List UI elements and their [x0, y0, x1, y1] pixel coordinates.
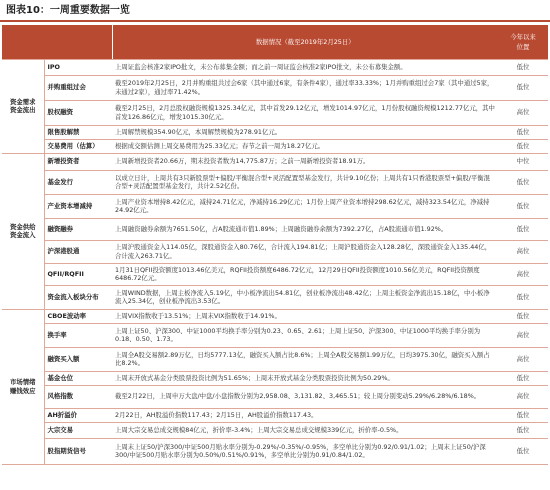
row-item: 股指期货信号 — [44, 438, 112, 464]
row-desc: 上周WIND数据，上周主板净流入5.19亿，中小板净流出54.81亿，创业板净流出48.42亿；上周主板资金净流出15.18亿，中小板净流入25.34亿，创业板净流出3.53亿。 — [112, 285, 498, 309]
table-row — [2, 323, 548, 347]
category-cell: 资金需求 资金流出 — [2, 59, 44, 153]
row-item: 大宗交易 — [44, 422, 112, 438]
table-row — [2, 218, 548, 240]
table-row — [2, 153, 548, 170]
row-item: 沪深港股通 — [44, 240, 112, 263]
row-importance: 低位 — [498, 309, 548, 323]
row-desc: 上周解禁规模354.90亿元，本周解禁规模为278.91亿元。 — [112, 125, 498, 139]
category-cell: 市场情绪 赚钱效应 — [2, 309, 44, 464]
table-row — [2, 170, 548, 194]
row-desc: 截至2019年2月25日，2月并购重组共过会6家（其中通过6家，有条件4家），通过率33.33%；1月并购重组过会7家（其中通过5家，未通过2家），通过率71.42%。 — [112, 75, 498, 100]
row-item: 资金流入板块分布 — [44, 285, 112, 309]
row-importance: 低位 — [498, 438, 548, 464]
row-item: 换手率 — [44, 323, 112, 347]
row-importance: 低位 — [498, 408, 548, 422]
table-row — [2, 309, 548, 323]
row-item: 产业资本增减持 — [44, 194, 112, 218]
row-desc: 上周VIX指数收于13.51%；上周末VIX指数收于14.91%。 — [112, 309, 498, 323]
row-item: 风格指数 — [44, 385, 112, 408]
table-row — [2, 347, 548, 371]
row-item: 融资买入额 — [44, 347, 112, 371]
row-importance: 低位 — [498, 170, 548, 194]
table-row — [2, 263, 548, 285]
row-item: QFII/RQFII — [44, 263, 112, 285]
row-importance: 低位 — [498, 285, 548, 309]
table-row — [2, 59, 548, 75]
row-desc: 根据成交额估测上周交易费用为25.33亿元；春节之前一周为18.27亿元。 — [112, 139, 498, 153]
row-item: 融资融券 — [44, 218, 112, 240]
table-row — [2, 371, 548, 385]
row-importance: 高位 — [498, 385, 548, 408]
row-desc: 上周大宗交易总成交规模84亿元，折价率-3.4%；上周大宗交易总成交规模339亿元，折价率-0.5%。 — [112, 422, 498, 438]
table-row — [2, 100, 548, 125]
row-importance: 低位 — [498, 422, 548, 438]
row-desc: 1月31日QFII投资额度1013.46亿美元，RQFII投资额度6486.72亿元，12月29日QFII投资额度1010.56亿美元，RQFII投资额度6486.72亿元。 — [112, 263, 498, 285]
row-item: 基金仓位 — [44, 371, 112, 385]
row-item: 基金发行 — [44, 170, 112, 194]
row-desc: 上周证监会核准2家IPO批文，未公布募集金额；而之前一周证监会核准2家IPO批文，未公布募集金额。 — [112, 59, 498, 75]
header-description: 数据情况（截至2019年2月25日） — [112, 25, 498, 59]
category-cell: 资金供给 资金流入 — [2, 153, 44, 309]
figure-title: 图表10：一周重要数据一览 — [0, 0, 550, 22]
table-row — [2, 422, 548, 438]
row-item: IPO — [44, 59, 112, 75]
row-importance: 中位 — [498, 153, 548, 170]
row-item: 股权融资 — [44, 100, 112, 125]
row-importance: 高位 — [498, 263, 548, 285]
table-row — [2, 139, 548, 153]
table-row — [2, 240, 548, 263]
row-importance: 高位 — [498, 100, 548, 125]
row-desc: 上周上证50、沪深300、中证1000平均换手率分别为0.23、0.65、2.61；上周上证50、沪深300、中证1000平均换手率分别为0.18、0.50、1.73。 — [112, 323, 498, 347]
row-desc: 截至2月25日，2月总股权融资规模1325.34亿元，其中首发29.12亿元，增发1014.97亿元，1月份股权融资规模1212.77亿元，其中首发126.86亿元，增发1015.30亿元。 — [112, 100, 498, 125]
row-desc: 上周融资融券余额为7651.50亿，占A股流通市值1.89%；上周融资融券余额为7392.27亿，占A股流通市值1.92%。 — [112, 218, 498, 240]
row-desc: 上周末开放式基金分类股票投资比例为51.65%；上周末开放式基金分类股票投资比例为50.29%。 — [112, 371, 498, 385]
table-row — [2, 125, 548, 139]
row-desc: 上周末上证50/沪深300/中证500月贴水率分别为-0.29%/-0.35%/-0.95%，多空单比分别为0.92/0.91/1.02；上周末上证50/沪深300/中证500月贴水率分别为0.50%/0.51%/0.91%，多空单比分别为0.91/0.84/1.02。 — [112, 438, 498, 464]
row-importance: 低位 — [498, 125, 548, 139]
row-item: 并购重组过会 — [44, 75, 112, 100]
table-row — [2, 285, 548, 309]
row-item: 交易费用（估算） — [44, 139, 112, 153]
table-row — [2, 385, 548, 408]
row-importance: 低位 — [498, 75, 548, 100]
row-item: CBOE波动率 — [44, 309, 112, 323]
table-row — [2, 75, 548, 100]
table-row — [2, 438, 548, 464]
row-desc: 上周全A股交易额2.89万亿，日均5777.13亿，融资买入额占比8.6%；上周全A股交易额1.99万亿，日均3975.30亿，融资买入额占比8.2%。 — [112, 347, 498, 371]
row-importance: 低位 — [498, 139, 548, 153]
row-desc: 上周沪股通资金入114.05亿，深股通资金入80.76亿，合计流入194.81亿；上周沪股通资金入128.28亿，深股通资金入135.44亿，合计流入263.71亿。 — [112, 240, 498, 263]
row-item: 限售股解禁 — [44, 125, 112, 139]
row-desc: 上周产业资本增持8.42亿元，减持24.71亿元，净减持16.29亿元；1月份上周产业资本增持298.62亿元，减持323.54亿元，净减持24.92亿元。 — [112, 194, 498, 218]
row-item: AH折溢价 — [44, 408, 112, 422]
row-importance: 低位 — [498, 59, 548, 75]
table-row — [2, 408, 548, 422]
row-item: 新增投资者 — [44, 153, 112, 170]
data-overview-table — [2, 25, 548, 465]
row-importance: 低位 — [498, 371, 548, 385]
header-importance: 今年以来 位置 — [498, 25, 548, 59]
header-blank — [2, 25, 112, 59]
row-importance: 高位 — [498, 240, 548, 263]
row-importance: 高位 — [498, 323, 548, 347]
row-desc: 截至2月22日，上周申万大盘/中盘/小盘指数分别为2,958.08、3,131.82、3,465.51；较上周分别变动5.29%/6.28%/6.18%。 — [112, 385, 498, 408]
row-desc: 上周新增投资者20.66万，期末投资者数为14,775.87万；之前一周新增投资者18.91万。 — [112, 153, 498, 170]
row-desc: 以成立日计，上周共有3只新股票型+偏股/平衡混合型+灵活配置型基金发行，共计9.10亿份；上周共有1只香港股票型+偏股/平衡混合型+灵活配置型基金发行，共计2.52亿份。 — [112, 170, 498, 194]
row-desc: 2月22日，AH股溢价指数117.43；2月15日，AH股溢价指数117.43。 — [112, 408, 498, 422]
row-importance: 低位 — [498, 218, 548, 240]
row-importance: 低位 — [498, 194, 548, 218]
row-importance: 高位 — [498, 347, 548, 371]
table-row — [2, 194, 548, 218]
